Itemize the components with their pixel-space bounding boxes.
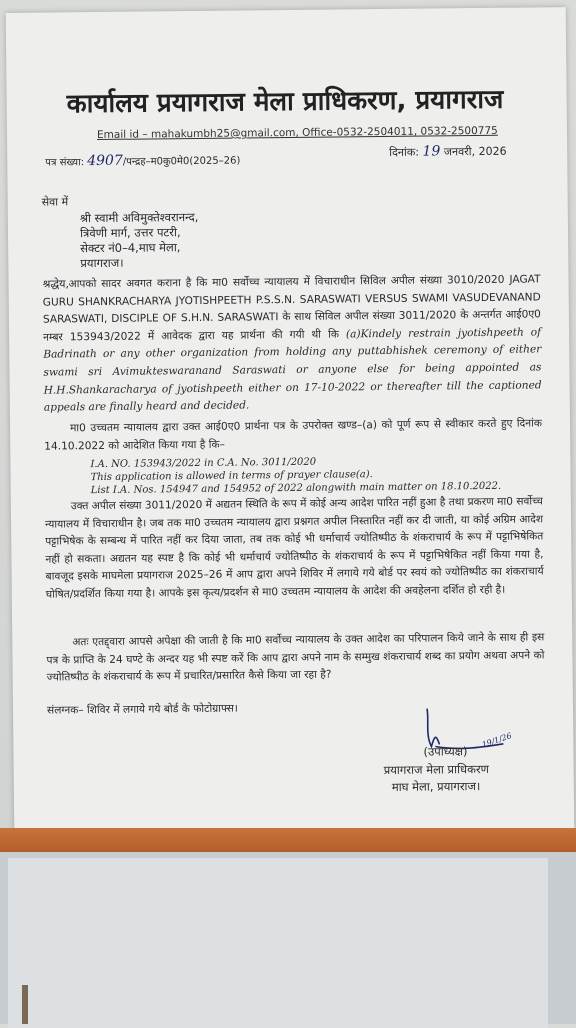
reference-number [45, 152, 240, 170]
signatory-office-2: माघ मेला, प्रयागराज। [391, 779, 481, 794]
enclosure-line: संलग्नक– शिविर में लगाये गये बोर्ड के फोटोग्राफ्स। [46, 702, 238, 717]
paragraph-4: अतः एतद्द्वारा आपसे अपेक्षा की जाती है कि मा0 सर्वोच्च न्यायालय के उक्त आदेश का परिपालन किये जाने के साथ ही इस पत्र के प्राप्ति के 24 घण्टे के अन्दर यह भी स्पष्ट करें कि आप द्वारा अपने नाम के सम्मुख शंकराचार्य शब्द का प्रयोग अथवा अपने को ज्योतिष्पीठ के शंकराचार्य के रूप में प्रचारित/प्रसारित कैसे किया जा रहा है? [46, 631, 545, 684]
court-citation-1: I.A. NO. 153943/2022 in C.A. No. 3011/2020 [90, 456, 317, 471]
letter-page [6, 7, 575, 835]
court-citation-2: This application is allowed in terms of prayer clause(a). [90, 469, 373, 484]
paragraph-1 [42, 271, 541, 417]
court-citation-3: List I.A. Nos. 154947 and 154952 of 2022 alongwith main matter on 18.10.2022. [90, 480, 502, 497]
signatory-role: (उपाध्यक्ष) [423, 744, 468, 759]
paragraph-2: मा0 उच्चतम न्यायालय द्वारा उक्त आई0ए0 प्रार्थना पत्र के उपरोक्त खण्ड–(a) को पूर्ण रूप से स्वीकार करते हुए दिनांक 14.10.2022 को आदेशित किया गया है कि– [44, 417, 543, 453]
address-line-1: श्री स्वामी अविमुक्तेश्वरानन्द, [79, 209, 199, 226]
to-label: सेवा में [41, 195, 69, 209]
orange-board-strip [0, 828, 576, 852]
ref-suffix: /पन्द्रह–म0कु0मे0(2025–26) [122, 155, 241, 168]
lower-background [0, 852, 576, 1024]
underlying-paper [8, 858, 548, 1028]
wooden-post [22, 985, 28, 1024]
signature-date: 19/1/26 [480, 731, 513, 750]
contact-line: Email id – mahakumbh25@gmail.com, Office-0532-2504011, 0532-2500775 [96, 124, 498, 142]
date-label: दिनांक: [389, 145, 420, 159]
salutation: श्रद्धेय, [42, 277, 70, 291]
date-day-handwritten: 19 [422, 143, 441, 160]
address-line-4: प्रयागराज। [80, 255, 124, 271]
paragraph-1-text: आपको सादर अवगत कराना है कि मा0 सर्वोच्च न्यायालय में विचाराधीन सिविल अपील संख्या 3010/2020 JAGAT GURU SHANKRACHARYA JYOTISHPEETH P.S.S.N. SARASWATI VERSUS SWAMI VASUDEVANAND SARASWATI, DISCIPLE OF S.H.N. SARASWATI के साथ सिविल अपील संख्या 3011/2020 के अन्तर्गत आई0ए0 नम्बर 153943/2022 में आवेदक द्वारा यह प्रार्थना की गयी थी कि [42, 273, 541, 344]
letter-date [389, 143, 507, 160]
letter-title: कार्यालय प्रयागराज मेला प्राधिकरण, प्रयागराज [66, 84, 504, 120]
ref-handwritten-number: 4907 [87, 152, 123, 170]
date-rest: जनवरी, 2026 [443, 144, 507, 159]
address-line-2: त्रिवेणी मार्ग, उत्तर पटरी, [79, 225, 181, 241]
address-line-3: सेक्टर नं0–4,माघ मेला, [80, 240, 181, 256]
signatory-office-1: प्रयागराज मेला प्राधिकरण [383, 761, 490, 778]
paragraph-3: उक्त अपील संख्या 3011/2020 में अद्यतन स्थिति के रूप में कोई अन्य आदेश पारित नहीं हुआ है तथा प्रकरण मा0 सर्वोच्च न्यायालय में विचाराधीन है। जब तक मा0 उच्चतम न्यायालय द्वारा प्रश्नगत अपील निस्तारित नहीं कर दी जाती, या कोई अग्रिम आदेश पट्टाभिषेक के सम्बन्ध में पारित नहीं कर दिया जाता, तब तक कोई भी धर्माचार्य ज्योतिष्पीठ के शंकराचार्य के रूप में पट्टाभिषेकित नहीं हो सकता। अद्यतन यह स्पष्ट है कि कोई भी धर्माचार्य ज्योतिष्पीठ के शंकराचार्य के रूप में पट्टाभिषेकित नहीं किया गया है, बावजूद इसके माघमेला प्रयागराज 2025–26 में आप द्वारा अपने शिविर में लगाये गये बोर्ड पर स्वयं को ज्योतिष्पीठ का शंकराचार्य घोषित/प्रदर्शित किया गया है। आपके इस कृत्य/प्रदर्शन से मा0 उच्चतम न्यायालय के आदेश की अवहेलना दर्शित हो रही है। [45, 495, 544, 601]
paragraph-1-prayer-clause: (a)Kindely restrain jyotishpeeth of Badrinath or any other organization from holding any puttabhishek ceremony of either swami sri Avimukteswaranand Saraswati or anyone else for being appointed as H.H.Shankaracharya of jyotishpeeth either on 17-10-2022 or thereafter till the captioned appeals are finally heard and decided. [43, 326, 542, 414]
ref-prefix: पत्र संख्या: [45, 157, 85, 169]
